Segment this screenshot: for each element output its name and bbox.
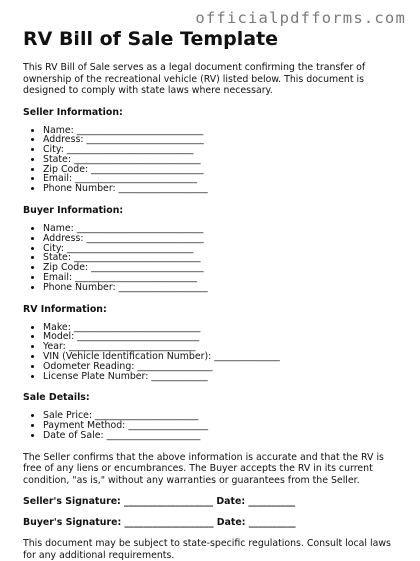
- confirmation-paragraph: The Seller confirms that the above information is accurate and that the RV is free of any liens or encumbrances. The Buyer accepts the RV in its current condition, "as is," without any warranties or guarantees from the Seller.: [23, 451, 384, 486]
- rv-field-odometer: • Odometer Reading: ________________: [43, 362, 403, 372]
- rv-field-vin: • VIN (Vehicle Identification Number): ______________: [43, 352, 403, 362]
- document: [23, 28, 403, 561]
- buyer-field-state: • State: ___________________________: [43, 253, 403, 263]
- sale-field-price: • Sale Price: ______________________: [43, 411, 403, 421]
- seller-signature-line: Seller's Signature: ___________________ Date: __________: [23, 496, 296, 508]
- buyer-field-city: • City: ___________________________: [43, 244, 403, 254]
- footer-note: This document may be subject to state-specific regulations. Consult local laws for any additional requirements.: [23, 538, 391, 561]
- seller-field-name: • Name: ___________________________: [43, 126, 403, 136]
- seller-field-city: • City: ___________________________: [43, 145, 403, 155]
- seller-field-phone: • Phone Number: ___________________: [43, 184, 403, 194]
- seller-heading: Seller Information:: [23, 106, 123, 118]
- buyer-signature-line: Buyer's Signature: ___________________ Date: __________: [23, 517, 296, 529]
- sale-fields: [23, 411, 403, 440]
- buyer-heading: Buyer Information:: [23, 205, 124, 217]
- buyer-field-zip: • Zip Code: ________________________: [43, 263, 403, 273]
- rv-fields: [23, 323, 403, 382]
- watermark: officialpdfforms.com: [195, 9, 406, 27]
- seller-field-zip: • Zip Code: ________________________: [43, 165, 403, 175]
- rv-field-model: • Model: __________________________: [43, 332, 403, 342]
- sale-field-date: • Date of Sale: ____________________: [43, 431, 403, 441]
- document-title: RV Bill of Sale Template: [23, 28, 279, 50]
- sale-heading: Sale Details:: [23, 392, 90, 404]
- buyer-field-address: • Address: _________________________: [43, 234, 403, 244]
- sale-field-payment-method: • Payment Method: _________________: [43, 421, 403, 431]
- buyer-field-name: • Name: ___________________________: [43, 224, 403, 234]
- rv-field-license-plate: • License Plate Number: ____________: [43, 372, 403, 382]
- rv-field-make: • Make: ___________________________: [43, 323, 403, 333]
- buyer-field-email: • Email: __________________________: [43, 273, 403, 283]
- seller-field-email: • Email: __________________________: [43, 174, 403, 184]
- seller-field-state: • State: ___________________________: [43, 155, 403, 165]
- rv-field-year: • Year: ___________________________: [43, 342, 403, 352]
- rv-heading: RV Information:: [23, 303, 107, 315]
- buyer-field-phone: • Phone Number: ___________________: [43, 283, 403, 293]
- seller-field-address: • Address: _________________________: [43, 135, 403, 145]
- seller-fields: [23, 126, 403, 195]
- buyer-fields: [23, 224, 403, 293]
- intro-paragraph: This RV Bill of Sale serves as a legal document confirming the transfer of ownership of the recreational vehicle (RV) listed below. This document is designed to comply with state laws where necessary.: [23, 62, 366, 96]
